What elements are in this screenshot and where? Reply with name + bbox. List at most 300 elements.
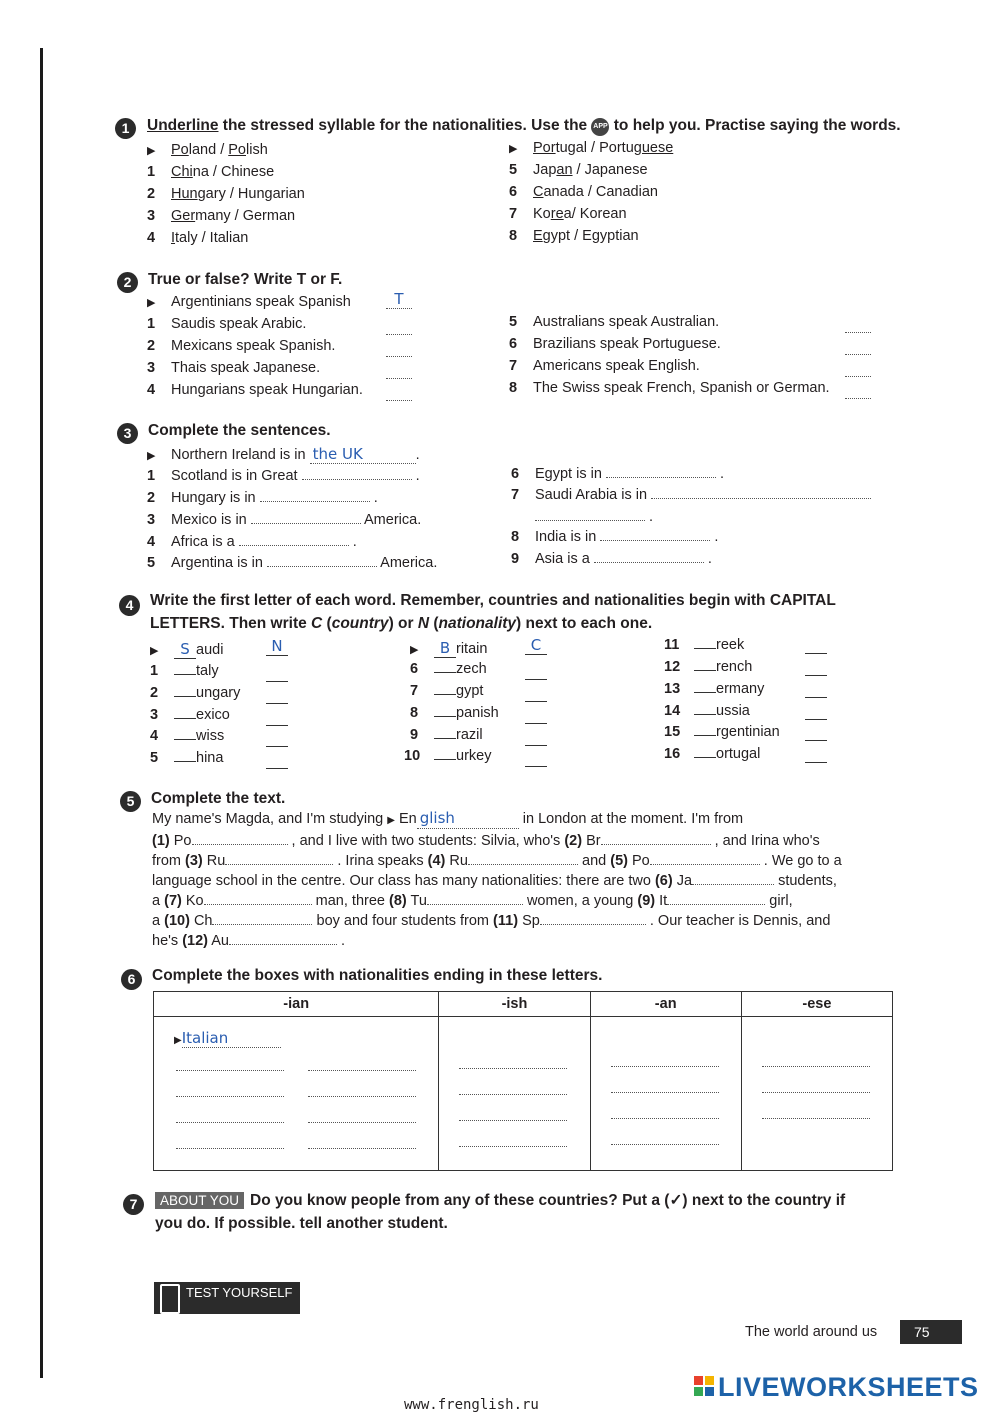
about-you-tag: ABOUT YOU bbox=[155, 1192, 244, 1209]
gap-prefix: Ru bbox=[206, 853, 226, 869]
type-blank[interactable] bbox=[266, 702, 288, 704]
letter-blank[interactable] bbox=[174, 717, 196, 719]
item-number: 3 bbox=[147, 512, 156, 528]
column-header-ish: -ish bbox=[439, 992, 590, 1017]
ex2-item-example bbox=[147, 294, 351, 310]
answer-blank[interactable] bbox=[459, 1093, 567, 1095]
gap-blank-9[interactable] bbox=[667, 903, 765, 905]
item-number: 15 bbox=[664, 724, 681, 740]
answer-blank[interactable] bbox=[651, 497, 871, 499]
letter-blank[interactable] bbox=[694, 734, 716, 736]
gap-prefix: Ru bbox=[449, 853, 468, 869]
gap-prefix: Au bbox=[211, 933, 229, 949]
answer-blank-7[interactable] bbox=[845, 375, 871, 377]
ex5-line-4 bbox=[152, 871, 882, 891]
paragraph-text: , and I live with two students: Silvia, who's bbox=[291, 833, 561, 849]
answer-blank[interactable] bbox=[611, 1065, 719, 1067]
ex3-item-7 bbox=[511, 487, 871, 503]
answer-blank-3[interactable] bbox=[386, 377, 412, 379]
letter-answer: S bbox=[174, 640, 196, 659]
item-number: 6 bbox=[511, 466, 520, 482]
sentence-text: India is in bbox=[535, 529, 597, 545]
gap-blank-4[interactable] bbox=[468, 863, 578, 865]
exercise-4-heading-line1: Write the first letter of each word. Remember, countries and nationalities begin with CAPITAL bbox=[150, 592, 836, 609]
stressed-syllable[interactable]: I bbox=[171, 230, 176, 246]
gap-number: (4) bbox=[427, 853, 446, 869]
gap-number: (6) bbox=[654, 873, 673, 889]
exercise-6-heading: Complete the boxes with nationalities ending in these letters. bbox=[152, 967, 603, 984]
ex1-item-5 bbox=[509, 162, 648, 178]
word-text: lish bbox=[246, 142, 268, 158]
type-blank[interactable] bbox=[805, 718, 827, 720]
sentence-text: America. bbox=[380, 555, 438, 571]
word-text: gypt bbox=[456, 683, 484, 699]
exercise-2-heading: True or false? Write T or F. bbox=[148, 271, 343, 288]
sentence-text: Saudi Arabia is in bbox=[535, 487, 648, 503]
ex1-item-6 bbox=[509, 184, 658, 200]
word-text: reek bbox=[716, 637, 745, 653]
stressed-syllable[interactable]: Hun bbox=[171, 186, 198, 202]
gap-number: (7) bbox=[164, 893, 182, 909]
letter-blank[interactable] bbox=[174, 673, 196, 675]
sentence-text: Scotland is in Great bbox=[171, 468, 298, 484]
answer-blank-2[interactable] bbox=[386, 355, 412, 357]
heading-text: the stressed syllable for the nationalities. Use the bbox=[218, 117, 592, 134]
ex3-item-3 bbox=[147, 512, 421, 528]
ex5-line-2 bbox=[152, 831, 882, 851]
item-number: 8 bbox=[511, 529, 520, 545]
item-number: 4 bbox=[147, 534, 156, 550]
answer-blank[interactable] bbox=[611, 1117, 719, 1119]
paragraph-text: , and Irina who's bbox=[714, 833, 820, 849]
answer-blank[interactable] bbox=[302, 478, 412, 480]
exercise-2-number: 2 bbox=[117, 272, 138, 293]
item-number: 5 bbox=[150, 750, 159, 766]
letter-blank[interactable] bbox=[694, 756, 716, 758]
paragraph-text: language school in the centre. Our class has many nationalities: there are two bbox=[152, 873, 651, 889]
type-blank[interactable] bbox=[525, 765, 547, 767]
answer-blank[interactable] bbox=[176, 1147, 284, 1149]
letter-blank[interactable] bbox=[174, 760, 196, 762]
ex2-item-8 bbox=[509, 380, 830, 396]
word-text: ussia bbox=[716, 703, 750, 719]
word-text: hina bbox=[196, 750, 224, 766]
ex2-item-5 bbox=[509, 314, 719, 330]
test-yourself-badge bbox=[154, 1282, 300, 1314]
type-blank[interactable] bbox=[805, 739, 827, 741]
ex1-item-1 bbox=[147, 164, 274, 180]
paragraph-text: and bbox=[582, 853, 607, 869]
type-answer: N bbox=[266, 637, 288, 656]
word-text: Jap bbox=[533, 162, 557, 178]
word-text: rench bbox=[716, 659, 753, 675]
item-number: 3 bbox=[150, 707, 159, 723]
play-arrow-icon: ▶ bbox=[174, 1035, 182, 1046]
table-body-row bbox=[154, 1017, 893, 1171]
ian-cell bbox=[154, 1017, 439, 1171]
item-number: 4 bbox=[150, 728, 159, 744]
gap-prefix: Br bbox=[586, 833, 601, 849]
type-blank[interactable] bbox=[266, 745, 288, 747]
sentence-text: . bbox=[352, 534, 357, 550]
letter-blank[interactable] bbox=[434, 671, 456, 673]
sentence-text: . bbox=[649, 509, 654, 525]
answer-blank[interactable] bbox=[611, 1143, 719, 1145]
answer-blank-1[interactable] bbox=[386, 333, 412, 335]
item-number: 2 bbox=[150, 685, 159, 701]
item-number: 7 bbox=[410, 683, 419, 699]
answer-blank[interactable] bbox=[459, 1067, 567, 1069]
item-number: 5 bbox=[509, 162, 518, 178]
heading-text: nationality bbox=[438, 615, 517, 632]
ex4-item-7 bbox=[410, 683, 483, 699]
paragraph-text: boy and four students from bbox=[316, 913, 490, 929]
stressed-syllable[interactable]: E bbox=[533, 228, 543, 244]
sentence-text: Hungary is in bbox=[171, 490, 256, 506]
word-text: a/ Korean bbox=[563, 206, 627, 222]
item-number: 6 bbox=[410, 661, 419, 677]
ex4-item-10 bbox=[404, 748, 491, 764]
play-arrow-icon: ▶ bbox=[509, 143, 518, 155]
paragraph-text: . Irina speaks bbox=[337, 853, 424, 869]
answer-blank[interactable] bbox=[600, 539, 710, 541]
type-blank[interactable] bbox=[266, 724, 288, 726]
answer-blank[interactable] bbox=[176, 1069, 284, 1071]
sentence-text: . bbox=[714, 529, 719, 545]
word-text: zech bbox=[456, 661, 487, 677]
ex2-item-3 bbox=[147, 360, 320, 376]
item-number: 3 bbox=[147, 360, 156, 376]
type-blank[interactable] bbox=[805, 652, 827, 654]
type-blank[interactable] bbox=[266, 767, 288, 769]
exercise-7-heading-line1 bbox=[155, 1191, 845, 1210]
answer-blank[interactable] bbox=[535, 519, 645, 521]
paragraph-text: students, bbox=[778, 873, 837, 889]
exercise-5-number: 5 bbox=[120, 791, 141, 812]
item-number: 9 bbox=[410, 727, 419, 743]
word-text: tugal / Portu bbox=[555, 140, 634, 156]
type-blank[interactable] bbox=[805, 696, 827, 698]
item-number: 7 bbox=[509, 206, 518, 222]
item-number: 1 bbox=[150, 663, 159, 679]
ex1-item-4 bbox=[147, 230, 248, 246]
paragraph-text: . bbox=[341, 933, 346, 949]
answer-blank[interactable] bbox=[762, 1091, 870, 1093]
ex5-line-7 bbox=[152, 931, 882, 951]
type-blank[interactable] bbox=[525, 678, 547, 680]
gap-prefix: Po bbox=[632, 853, 650, 869]
word-text: anada / Canadian bbox=[543, 184, 658, 200]
answer-blank[interactable] bbox=[606, 476, 716, 478]
ex5-example-answer: glish bbox=[417, 808, 519, 829]
ex4-item-3 bbox=[150, 707, 230, 723]
gap-prefix: It bbox=[659, 893, 668, 909]
ex2-item-4 bbox=[147, 382, 363, 398]
stressed-syllable[interactable]: guese bbox=[633, 140, 674, 156]
letter-blank[interactable] bbox=[434, 693, 456, 695]
gap-prefix: Ja bbox=[676, 873, 693, 889]
ex3-item-2 bbox=[147, 490, 378, 506]
exercise-7-number: 7 bbox=[123, 1194, 144, 1215]
type-blank[interactable] bbox=[525, 744, 547, 746]
gap-blank-5[interactable] bbox=[650, 863, 760, 865]
answer-blank-4[interactable] bbox=[386, 399, 412, 401]
word-text: taly / Italian bbox=[175, 230, 249, 246]
item-number: 13 bbox=[664, 681, 681, 697]
sentence-text: America. bbox=[364, 512, 422, 528]
play-arrow-icon: ▶ bbox=[147, 297, 156, 309]
item-number: 8 bbox=[410, 705, 419, 721]
item-number: 2 bbox=[147, 490, 156, 506]
word-text: na / Chinese bbox=[192, 164, 275, 180]
paragraph-text: girl, bbox=[769, 893, 793, 909]
sentence-text: Northern Ireland is in bbox=[171, 447, 306, 463]
answer-blank[interactable] bbox=[176, 1095, 284, 1097]
test-notebook-icon bbox=[160, 1284, 180, 1314]
gap-blank-12[interactable] bbox=[229, 943, 337, 945]
ex4-item-8 bbox=[410, 705, 499, 721]
gap-number: (11) bbox=[493, 913, 519, 929]
play-arrow-icon: ▶ bbox=[147, 450, 156, 462]
type-blank[interactable] bbox=[805, 674, 827, 676]
gap-number: (3) bbox=[185, 853, 203, 869]
letter-blank[interactable] bbox=[694, 691, 716, 693]
paragraph-text: En bbox=[398, 811, 417, 827]
answer-blank-5[interactable] bbox=[845, 331, 871, 333]
sentence-text: Mexico is in bbox=[171, 512, 247, 528]
statement-text: The Swiss speak French, Spanish or German. bbox=[533, 380, 830, 396]
ex4-item-example-1 bbox=[150, 640, 223, 659]
answer-blank[interactable] bbox=[308, 1069, 416, 1071]
type-blank[interactable] bbox=[266, 680, 288, 682]
answer-blank[interactable] bbox=[267, 565, 377, 567]
item-number: 6 bbox=[509, 184, 518, 200]
answer-blank[interactable] bbox=[239, 544, 349, 546]
ex4-item-5 bbox=[150, 750, 223, 766]
exercise-6-number: 6 bbox=[121, 969, 142, 990]
letter-blank[interactable] bbox=[434, 737, 456, 739]
word-text: razil bbox=[456, 727, 483, 743]
sentence-text: . bbox=[373, 490, 378, 506]
statement-text: Australians speak Australian. bbox=[533, 314, 720, 330]
answer-blank[interactable] bbox=[308, 1147, 416, 1149]
paragraph-text: . Our teacher is Dennis, and bbox=[649, 913, 831, 929]
item-number: 4 bbox=[147, 230, 156, 246]
answer-blank-6[interactable] bbox=[845, 353, 871, 355]
heading-text: LETTERS. Then write bbox=[150, 615, 312, 632]
heading-text: to help you. Practise saying the words. bbox=[609, 117, 901, 134]
stressed-syllable[interactable]: an bbox=[556, 162, 573, 178]
stressed-syllable[interactable]: Po bbox=[228, 142, 246, 158]
gap-blank-8[interactable] bbox=[427, 903, 523, 905]
word-text: urkey bbox=[456, 748, 492, 764]
ex4-item-16 bbox=[664, 746, 760, 762]
an-cell bbox=[590, 1017, 741, 1171]
letter-blank[interactable] bbox=[694, 713, 716, 715]
sentence-text: . bbox=[415, 468, 420, 484]
answer-blank[interactable] bbox=[594, 561, 704, 563]
word-text: wiss bbox=[196, 728, 225, 744]
play-arrow-icon: ▶ bbox=[147, 145, 156, 157]
gap-number: (1) bbox=[152, 833, 170, 849]
answer-blank[interactable] bbox=[251, 522, 361, 524]
gap-blank-7[interactable] bbox=[204, 903, 312, 905]
paragraph-text: in London at the moment. I'm from bbox=[522, 811, 744, 827]
item-number: 9 bbox=[511, 551, 520, 567]
answer-blank[interactable] bbox=[459, 1119, 567, 1121]
gap-number: (12) bbox=[182, 933, 208, 949]
margin-line bbox=[40, 48, 43, 1378]
statement-text: Thais speak Japanese. bbox=[171, 360, 321, 376]
statement-text: Hungarians speak Hungarian. bbox=[171, 382, 363, 398]
gap-number: (8) bbox=[389, 893, 407, 909]
word-text: ermany bbox=[716, 681, 765, 697]
heading-text: N bbox=[417, 615, 430, 632]
item-number: 4 bbox=[147, 382, 156, 398]
paragraph-text: man, three bbox=[315, 893, 385, 909]
answer-blank[interactable] bbox=[762, 1065, 870, 1067]
ese-cell bbox=[741, 1017, 892, 1171]
letter-blank[interactable] bbox=[174, 695, 196, 697]
exercise-1-heading bbox=[147, 117, 901, 136]
stressed-syllable[interactable]: re bbox=[550, 206, 564, 222]
answer-blank-8[interactable] bbox=[845, 397, 871, 399]
heading-underline-word: Underline bbox=[147, 117, 219, 134]
letter-blank[interactable] bbox=[694, 647, 716, 649]
item-number: 1 bbox=[147, 468, 156, 484]
exercise-7-heading-line2: you do. If possible. tell another student. bbox=[155, 1215, 448, 1232]
ex5-line-6 bbox=[152, 911, 882, 931]
ex1-item-8 bbox=[509, 228, 639, 244]
ex4-item-11 bbox=[664, 637, 744, 653]
gap-blank-3[interactable] bbox=[225, 863, 333, 865]
item-number: 14 bbox=[664, 703, 681, 719]
heading-text: Do you know people from any of these countries? Put a (✓) next to the country if bbox=[250, 1192, 846, 1209]
ex5-line-3 bbox=[152, 851, 882, 871]
item-number: 2 bbox=[147, 186, 156, 202]
item-number: 6 bbox=[509, 336, 518, 352]
gap-number: (10) bbox=[164, 913, 190, 929]
ex4-item-14 bbox=[664, 703, 750, 719]
type-blank[interactable] bbox=[525, 700, 547, 702]
word-text: gypt / Egyptian bbox=[542, 228, 639, 244]
gap-blank-2[interactable] bbox=[601, 843, 711, 845]
test-yourself-label: TEST YOURSELF bbox=[186, 1285, 293, 1300]
ex1-item-example-left bbox=[147, 142, 268, 158]
word-text: rgentinian bbox=[716, 724, 780, 740]
gap-prefix: Ko bbox=[185, 893, 204, 909]
letter-blank[interactable] bbox=[434, 758, 456, 760]
heading-text: or bbox=[393, 615, 418, 632]
stressed-syllable[interactable]: Por bbox=[533, 140, 556, 156]
gap-prefix: Po bbox=[173, 833, 192, 849]
item-number: 1 bbox=[147, 164, 156, 180]
ex5-line-1 bbox=[152, 808, 882, 831]
exercise-4-heading-line2: LETTERS. Then write C (country) or N (nationality) next to each one. bbox=[150, 615, 653, 632]
item-number: 10 bbox=[404, 748, 421, 764]
ex5-line-5 bbox=[152, 891, 882, 911]
ex3-example-answer: the UK bbox=[310, 445, 416, 464]
ex4-item-example-2 bbox=[410, 639, 487, 658]
sentence-text: . bbox=[707, 551, 712, 567]
stressed-syllable[interactable]: Po bbox=[171, 142, 189, 158]
type-answer: C bbox=[525, 636, 547, 655]
paragraph-text: women, a young bbox=[526, 893, 634, 909]
letter-blank[interactable] bbox=[694, 669, 716, 671]
liveworksheets-logo-icon bbox=[694, 1376, 714, 1396]
ex1-item-example-right bbox=[509, 140, 673, 156]
play-arrow-icon: ▶ bbox=[150, 645, 159, 657]
sentence-text: Egypt is in bbox=[535, 466, 602, 482]
play-arrow-icon: ▶ bbox=[410, 644, 419, 656]
ex5-paragraph bbox=[152, 808, 882, 951]
ex3-item-6 bbox=[511, 466, 724, 482]
gap-prefix: Ch bbox=[193, 913, 213, 929]
column-header-an: -an bbox=[590, 992, 741, 1017]
statement-text: Mexicans speak Spanish. bbox=[171, 338, 336, 354]
ex1-item-7 bbox=[509, 206, 627, 222]
gap-prefix: Sp bbox=[522, 913, 540, 929]
sentence-text: Africa is a bbox=[171, 534, 235, 550]
paragraph-text: a bbox=[152, 893, 161, 909]
statement-text: Americans speak English. bbox=[533, 358, 700, 374]
answer-blank[interactable] bbox=[611, 1091, 719, 1093]
paragraph-text: . We go to a bbox=[763, 853, 842, 869]
ex4-item-15 bbox=[664, 724, 780, 740]
liveworksheets-brand: LIVEWORKSHEETS bbox=[718, 1372, 979, 1402]
exercise-4-number: 4 bbox=[119, 595, 140, 616]
gap-blank-1[interactable] bbox=[192, 843, 288, 845]
answer-blank[interactable] bbox=[762, 1117, 870, 1119]
word-text: Ko bbox=[533, 206, 551, 222]
stressed-syllable[interactable]: C bbox=[533, 184, 544, 200]
item-number: 8 bbox=[509, 228, 518, 244]
ex2-item-6 bbox=[509, 336, 721, 352]
item-number: 16 bbox=[664, 746, 681, 762]
stressed-syllable[interactable]: Ger bbox=[171, 208, 196, 224]
item-number: 5 bbox=[509, 314, 518, 330]
stressed-syllable[interactable]: Chi bbox=[171, 164, 193, 180]
type-blank[interactable] bbox=[805, 761, 827, 763]
gap-blank-10[interactable] bbox=[212, 923, 312, 925]
ex3-item-example: ▶ Northern Ireland is in the UK . bbox=[147, 445, 420, 463]
item-number: 12 bbox=[664, 659, 681, 675]
gap-blank-11[interactable] bbox=[540, 923, 646, 925]
word-text: / Japanese bbox=[572, 162, 648, 178]
gap-blank-6[interactable] bbox=[692, 883, 774, 885]
ex4-item-4 bbox=[150, 728, 224, 744]
paragraph-text: from bbox=[152, 853, 181, 869]
letter-blank[interactable] bbox=[434, 715, 456, 717]
type-blank[interactable] bbox=[525, 722, 547, 724]
heading-text: C bbox=[311, 615, 323, 632]
answer-blank[interactable] bbox=[308, 1095, 416, 1097]
exercise-3-number: 3 bbox=[117, 423, 138, 444]
page-number: 75 bbox=[900, 1320, 962, 1344]
word-text: taly bbox=[196, 663, 219, 679]
answer-blank[interactable] bbox=[308, 1121, 416, 1123]
paragraph-text: a bbox=[152, 913, 161, 929]
ex6-example bbox=[174, 1029, 281, 1048]
item-number: 1 bbox=[147, 316, 156, 332]
answer-blank[interactable] bbox=[176, 1121, 284, 1123]
word-text: many / German bbox=[195, 208, 296, 224]
answer-blank[interactable] bbox=[459, 1145, 567, 1147]
table-header-row bbox=[154, 992, 893, 1017]
answer-blank[interactable] bbox=[260, 500, 370, 502]
letter-blank[interactable] bbox=[174, 738, 196, 740]
ex3-item-1 bbox=[147, 468, 420, 484]
